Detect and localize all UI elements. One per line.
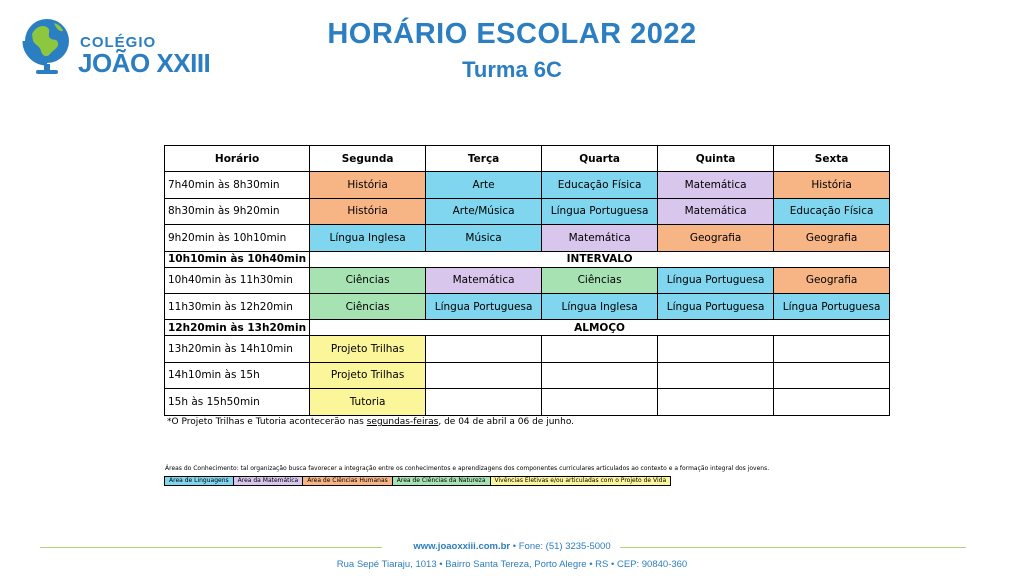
time-slot: 14h10min às 15h <box>165 362 310 388</box>
legend-item: Área de Ciências Humanas <box>302 476 393 486</box>
table-row <box>165 267 890 293</box>
logo-word-joao: JOÃO XXIII <box>78 48 211 78</box>
subject-cell <box>774 336 890 362</box>
time-slot: 11h30min às 12h20min <box>165 293 310 319</box>
subject-cell: Matemática <box>426 267 542 293</box>
time-slot: 10h10min às 10h40min <box>165 251 310 267</box>
subject-cell: Projeto Trilhas <box>310 362 426 388</box>
footnote <box>167 417 574 427</box>
subject-cell: História <box>310 172 426 198</box>
schedule-table <box>164 145 890 416</box>
time-slot: 7h40min às 8h30min <box>165 172 310 198</box>
footer-address: Rua Sepé Tiaraju, 1013 • Bairro Santa Tereza, Porto Alegre • RS • CEP: 90840-360 <box>336 559 688 570</box>
schedule-body <box>165 172 890 415</box>
footnote-text-start: *O Projeto Trilhas e Tutoria acontecerão nas <box>167 417 367 427</box>
subject-cell: Língua Inglesa <box>310 225 426 251</box>
break-label: INTERVALO <box>310 251 890 267</box>
table-row <box>165 336 890 362</box>
footer-contact <box>0 541 1024 552</box>
footer-phone: • Fone: (51) 3235-5000 <box>510 541 611 552</box>
subject-cell: Matemática <box>658 172 774 198</box>
subject-cell <box>658 362 774 388</box>
column-header: Quinta <box>658 146 774 172</box>
subject-cell: Tutoria <box>310 389 426 415</box>
page-title: HORÁRIO ESCOLAR 2022 <box>327 18 697 50</box>
subject-cell <box>542 389 658 415</box>
subject-cell: Arte/Música <box>426 198 542 224</box>
footnote-underlined: segundas-feiras <box>366 417 439 427</box>
subject-cell: Geografia <box>774 225 890 251</box>
subject-cell: Matemática <box>658 198 774 224</box>
subject-cell: Geografia <box>658 225 774 251</box>
subject-cell <box>426 389 542 415</box>
time-slot: 13h20min às 14h10min <box>165 336 310 362</box>
subject-cell: Língua Portuguesa <box>658 293 774 319</box>
subject-cell: Ciências <box>310 293 426 319</box>
column-header: Horário <box>165 146 310 172</box>
subject-cell: Língua Portuguesa <box>658 267 774 293</box>
time-slot: 15h às 15h50min <box>165 389 310 415</box>
area-legend <box>164 476 670 486</box>
subject-cell: Arte <box>426 172 542 198</box>
subject-cell: Música <box>426 225 542 251</box>
column-header: Sexta <box>774 146 890 172</box>
legend-item: Vivências Eletivas e/ou articuladas com o Projeto de Vida <box>490 476 672 486</box>
subject-cell <box>774 389 890 415</box>
break-row <box>165 251 890 267</box>
subject-cell: Educação Física <box>542 172 658 198</box>
subject-cell: Ciências <box>310 267 426 293</box>
subject-cell: Língua Portuguesa <box>542 198 658 224</box>
subject-cell <box>542 336 658 362</box>
subject-cell: Geografia <box>774 267 890 293</box>
table-row <box>165 293 890 319</box>
page-subtitle: Turma 6C <box>462 57 562 82</box>
table-row <box>165 362 890 388</box>
subject-cell: Língua Portuguesa <box>426 293 542 319</box>
subject-cell: Matemática <box>542 225 658 251</box>
subject-cell: Língua Inglesa <box>542 293 658 319</box>
subject-cell: Língua Portuguesa <box>774 293 890 319</box>
subject-cell: História <box>310 198 426 224</box>
subject-cell: Projeto Trilhas <box>310 336 426 362</box>
header-row <box>165 146 890 172</box>
footer-website-link[interactable]: www.joaoxxiii.com.br <box>413 541 511 552</box>
time-slot: 12h20min às 13h20min <box>165 320 310 336</box>
table-row <box>165 389 890 415</box>
column-header: Segunda <box>310 146 426 172</box>
table-row <box>165 172 890 198</box>
areas-description: Áreas do Conhecimento: tal organização busca favorecer a integração entre os conhecimentos e aprendizagens dos componentes curriculares articulados ao contexto e a formação integral dos jovens. <box>165 465 770 472</box>
time-slot: 9h20min às 10h10min <box>165 225 310 251</box>
break-label: ALMOÇO <box>310 320 890 336</box>
column-header: Terça <box>426 146 542 172</box>
time-slot: 8h30min às 9h20min <box>165 198 310 224</box>
subject-cell <box>426 362 542 388</box>
column-header: Quarta <box>542 146 658 172</box>
break-row <box>165 320 890 336</box>
subject-cell <box>774 362 890 388</box>
time-slot: 10h40min às 11h30min <box>165 267 310 293</box>
table-row <box>165 198 890 224</box>
subject-cell <box>658 336 774 362</box>
subject-cell <box>426 336 542 362</box>
logo-word-colegio: COLÉGIO <box>80 34 157 51</box>
footnote-text-end: , de 04 de abril a 06 de junho. <box>438 417 575 427</box>
subject-cell: História <box>774 172 890 198</box>
subject-cell <box>658 389 774 415</box>
legend-item: Área de Ciências da Natureza <box>392 476 491 486</box>
legend-item: Área de Linguagens <box>164 476 234 486</box>
subject-cell: Educação Física <box>774 198 890 224</box>
subject-cell: Ciências <box>542 267 658 293</box>
legend-item: Área da Matemática <box>233 476 304 486</box>
subject-cell <box>542 362 658 388</box>
table-row <box>165 225 890 251</box>
